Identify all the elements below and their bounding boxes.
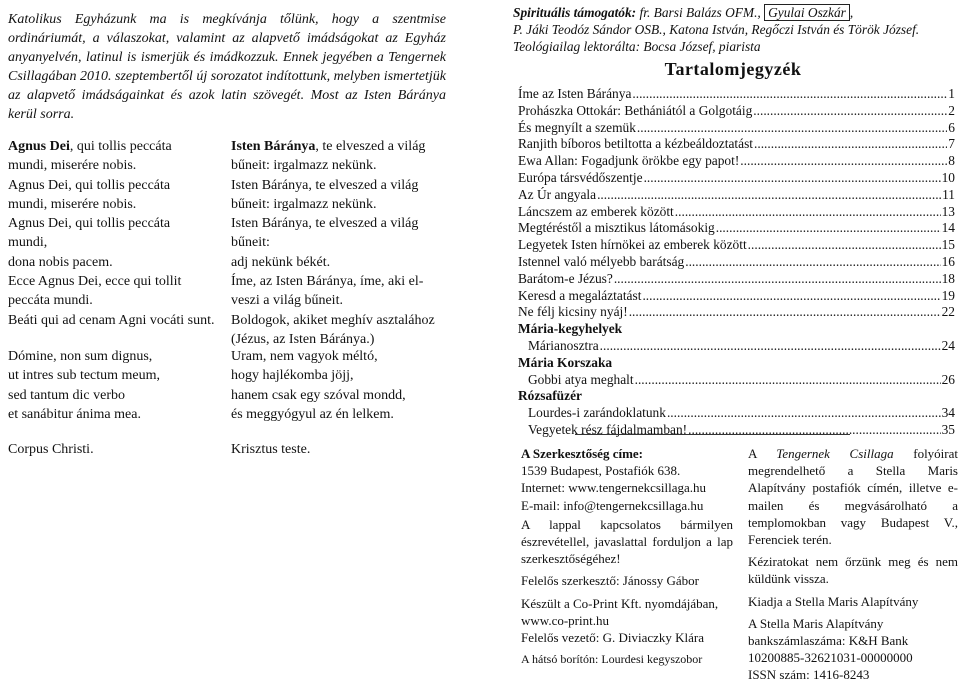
leader-dots	[635, 372, 941, 389]
hungarian-uram	[231, 347, 453, 424]
text-line: Agnus Dei, qui tollis peccáta	[8, 139, 172, 154]
website: Internet: www.tengernekcsillaga.hu	[521, 480, 707, 496]
toc-entry: Lourdes-i zarándoklatunk ..... 34	[518, 405, 955, 422]
manuscript-note: Kéziratokat nem őrzünk meg és nem küldünk vissza.	[748, 554, 958, 587]
toc-entry: Ranjith bíboros betiltotta a kézbeáldoztatást ..... 7	[518, 136, 955, 153]
leader-dots	[637, 120, 947, 137]
leader-dots	[597, 187, 941, 204]
text-line: bűneit: irgalmazz nekünk.	[231, 196, 377, 212]
leader-dots	[667, 405, 941, 422]
latin-corpus-christi: Corpus Christi.	[8, 442, 94, 457]
leader-dots	[748, 237, 941, 254]
printer: Készült a Co-Print Kft. nyomdájában, www.co-print.hu	[521, 595, 719, 628]
toc-entry: Az Úr angyala ..... 11	[518, 187, 955, 204]
toc-entry: És megnyílt a szemük ..... 6	[518, 120, 955, 137]
hungarian-krisztus-teste: Krisztus teste.	[231, 442, 311, 457]
latin-domine	[8, 347, 220, 424]
text-line: Beáti qui ad cenam Agni vocáti sunt.	[8, 312, 215, 328]
postal-address: 1539 Budapest, Postafiók 638.	[521, 463, 681, 479]
toc-entry: Íme az Isten Báránya ..... 1	[518, 86, 955, 103]
intro-paragraph: Katolikus Egyházunk ma is megkívánja tőlünk, hogy a szentmise ordináriumát, a válaszokat, valamint az alapvető imádságokat az Egyház anyanyelvén, latinul is ismerjük és imádkozzuk. Ennek jegyében a Tengernek Csillagában 2010. szeptembertől új sorozatot indítottunk, melyben ismertetjük az alapvető imádságainkat és azok latin szövegét. Most az Isten Báránya kerül sorra.	[8, 12, 446, 122]
credits-line2: P. Jáki Teodóz Sándor OSB., Katona István, Regőczi István és Török József.	[513, 22, 920, 37]
toc-entry: Láncszem az emberek között ..... 13	[518, 204, 955, 221]
text-line: adj nekünk békét.	[231, 254, 331, 270]
toc-entry: Legyetek Isten hírnökei az emberek között ..... 15	[518, 237, 955, 254]
editor-in-chief: Felelős szerkesztő: Jánossy Gábor	[521, 573, 699, 589]
table-of-contents	[518, 86, 955, 439]
text-line: Agnus Dei, qui tollis peccáta	[8, 177, 171, 193]
text-line: Íme, az Isten Báránya, íme, aki el-	[231, 274, 424, 290]
leader-dots	[740, 153, 947, 170]
foundation-info	[748, 445, 958, 684]
leader-dots	[642, 288, 940, 305]
text-line: veszi a világ bűneit.	[231, 293, 343, 309]
text-line: Isten Báránya, te elveszed a világ	[231, 216, 419, 232]
text-line: (Jézus, az Isten Báránya.)	[231, 331, 375, 347]
address-heading: A Szerkesztőség címe:	[521, 446, 644, 461]
leader-dots	[675, 204, 941, 221]
text-line: Dómine, non sum dignus,	[8, 349, 153, 364]
credits-line3: Teológiailag lektorálta: Bocsa József, piarista	[513, 39, 761, 54]
text-line: ut intres sub tectum meum,	[8, 368, 161, 384]
publisher: Kiadja a Stella Maris Alapítvány	[748, 593, 919, 609]
text-line: és meggyógyul az én lelkem.	[231, 406, 394, 422]
text-line: Uram, nem vagyok méltó,	[231, 349, 378, 364]
text-line: peccáta mundi.	[8, 293, 93, 309]
text-line: sed tantum dic verbo	[8, 387, 126, 403]
credits-line1: Spirituális támogatók: fr. Barsi Balázs OFM., Gyulai Oszkár ,	[513, 5, 854, 20]
text-line: mundi,	[8, 235, 48, 251]
toc-entry: Megtéréstől a misztikus látomásokig ..... 14	[518, 220, 955, 237]
text-line: Boldogok, akiket meghív asztalához	[231, 312, 435, 328]
toc-entry: Ewa Allan: Fogadjunk örökbe egy papot! ..... 8	[518, 153, 955, 170]
toc-entry: Barátom-e Jézus? ..... 18	[518, 271, 955, 288]
leader-dots	[754, 136, 947, 153]
feedback-note: A lappal kapcsolatos bármilyen észrevétellel, javaslattal forduljon a lap szerkesztőségéhez!	[521, 516, 733, 567]
text-line: Isten Báránya, te elveszed a világ	[231, 177, 419, 193]
leader-dots	[614, 271, 941, 288]
cover-note: A hátsó borítón: Lourdesi kegyszobor	[521, 652, 703, 667]
text-line: Isten Báránya, te elveszed a világ	[231, 139, 426, 154]
editorial-info	[521, 445, 733, 673]
text-line: Agnus Dei, qui tollis peccáta	[8, 216, 171, 232]
leader-dots	[688, 422, 940, 439]
text-line: Ecce Agnus Dei, ecce qui tollit	[8, 274, 182, 290]
toc-section-heading: Mária-kegyhelyek	[518, 321, 623, 337]
subscription-note: A Tengernek Csillaga folyóirat megrendelhető a Stella Maris Alapítvány postafiók címén, illetve e-mailen és megvásárolható a templomokban vagy Budapest V., Ferenciek terén.	[748, 446, 959, 548]
toc-section-heading: Mária Korszaka	[518, 354, 613, 370]
text-line: hanem csak egy szóval mondd,	[231, 387, 406, 403]
text-line: et sanábitur ánima mea.	[8, 406, 141, 422]
toc-section-heading: Rózsafüzér	[518, 388, 582, 404]
hungarian-isten-baranya	[231, 137, 453, 349]
leader-dots	[644, 170, 941, 187]
text-line: bűneit:	[231, 235, 270, 251]
leader-dots	[632, 86, 947, 103]
toc-entry: Prohászka Ottokár: Bethániától a Golgotáig ..... 2	[518, 103, 955, 120]
divider	[575, 434, 850, 435]
text-line: mundi, miserére nobis.	[8, 158, 137, 174]
toc-entry: Vegyetek rész fájdalmamban! ..... 35	[518, 422, 955, 439]
leader-dots	[685, 254, 940, 271]
text-line: bűneit: irgalmazz nekünk.	[231, 158, 377, 174]
leader-dots	[600, 338, 941, 355]
boxed-name: Gyulai Oszkár	[764, 4, 850, 21]
manager: Felelős vezető: G. Diviaczky Klára	[521, 630, 705, 646]
latin-agnus-dei	[8, 137, 220, 330]
toc-entry: Istennel való mélyebb barátság ..... 16	[518, 254, 955, 271]
leader-dots	[753, 103, 947, 120]
text-line: mundi, miserére nobis.	[8, 196, 137, 212]
toc-title: Tartalomjegyzék	[664, 59, 802, 79]
toc-entry: Gobbi atya meghalt ..... 26	[518, 372, 955, 389]
email: E-mail: info@tengernekcsillaga.hu	[521, 497, 704, 513]
bank-details: A Stella Maris Alapítvány bankszámlaszáma: K&H Bank 10200885-32621031-00000000 ISSN szám: 1416-8243	[748, 615, 913, 683]
leader-dots	[716, 220, 941, 237]
text-line: hogy hajlékomba jöjj,	[231, 368, 354, 384]
toc-entry: Márianosztra ..... 24	[518, 338, 955, 355]
toc-entry: Ne félj kicsiny nyáj! ..... 22	[518, 304, 955, 321]
leader-dots	[629, 304, 941, 321]
toc-entry: Keresd a megaláztatást ..... 19	[518, 288, 955, 305]
toc-entry: Európa társvédőszentje ..... 10	[518, 170, 955, 187]
credits	[513, 4, 953, 55]
text-line: dona nobis pacem.	[8, 254, 113, 270]
